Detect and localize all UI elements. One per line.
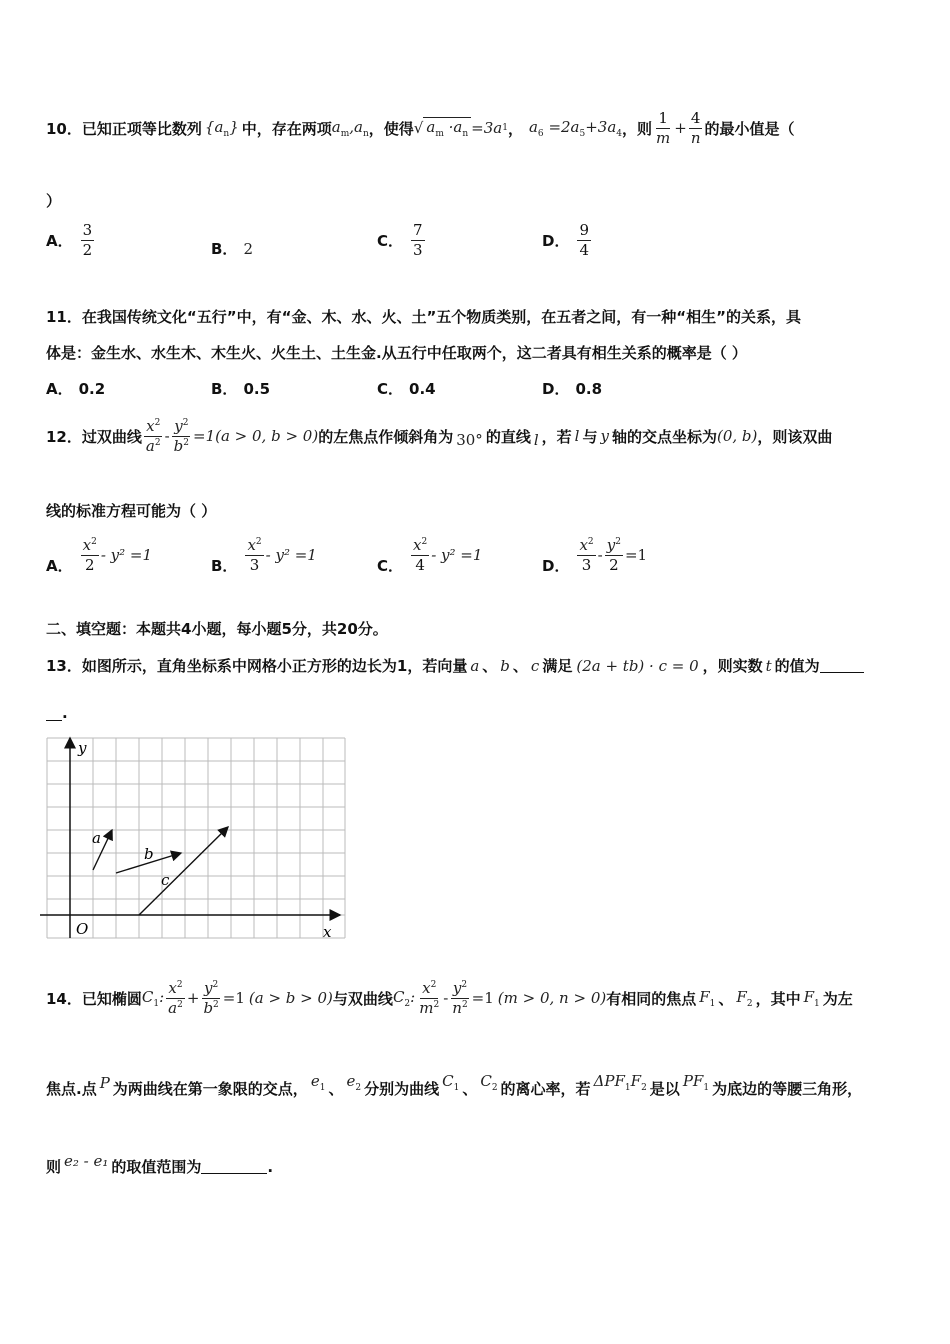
q14-line1: 14． 已知椭圆 $C_1$: $\frac{x^2}{a^2}$ + $\frac{y^2}{b^2}$ =1 (a > b > 0) 与双曲线 $C_2$: $\frac{x^2}{m^2}$ - $\frac{y^2}{n^2}$ =1 (m > 0, n > 0) 有相同的焦点 $F_1$ 、 $F_2$ ，其中 $F_1$ 为左 [46, 979, 853, 1017]
q13-line1: 13． 如图所示，直角坐标系中网格小正方形的边长为1，若向量 a 、 b 、 c 满足 (2a + tb) · c = 0 ，则实数 t 的值为 [46, 655, 864, 676]
q11-option-a[interactable]: A． 0.2 [46, 379, 106, 398]
q14-difference: e₂ - e₁ [64, 1151, 109, 1170]
q12-condition: =1(a > 0, b > 0) [193, 427, 319, 445]
q10-frac2: $\frac{4}{n}$ [690, 109, 701, 147]
q13-answer-blank-cont[interactable] [46, 706, 62, 721]
q12-hyperbola-x-term: $\frac{x^2}{a^2}$ [145, 417, 161, 455]
q12-angle: 30° [456, 431, 483, 449]
q11-line2: 体是：金生水、水生木、木生火、火生土、土生金.从五行中任取两个，这二者具有相生关系的概率是（ ） [46, 344, 747, 362]
q12-option-a[interactable]: A． $\frac{x^2}{2}$ - y² =1 [46, 536, 153, 575]
q11-option-b[interactable]: B． 0.5 [211, 379, 271, 398]
q10-condition2: $a_6 =2a_5+3a_4$ [528, 117, 623, 139]
q14-c2: $C_2$: [392, 987, 416, 1009]
q13-condition: (2a + tb) · c = 0 [576, 656, 699, 675]
q11-line1: 11．在我国传统文化“五行”中，有“金、木、水、火、土”五个物质类别，在五者之间，有一种“相生”的关系，具 [46, 308, 802, 326]
vector-c [139, 827, 228, 915]
q13-line2: . [46, 704, 68, 722]
q10-option-c[interactable]: C． $\frac{7}{3}$ [377, 221, 423, 259]
vector-a-label: a [92, 829, 101, 847]
q10-option-d[interactable]: D． $\frac{9}{4}$ [542, 221, 589, 259]
q10-sqrt-condition: √ $a_m \cdot a_n$ =3a 1 [413, 118, 508, 139]
q12-option-b[interactable]: B． $\frac{x^2}{3}$ - y² =1 [211, 536, 317, 575]
q13-grid-svg [40, 733, 350, 943]
section-2-heading: 二、填空题：本题共4小题，每小题5分，共20分。 [46, 620, 388, 638]
q12-option-c[interactable]: C． $\frac{x^2}{4}$ - y² =1 [377, 536, 483, 575]
q14-line2: 焦点.点 P 为两曲线在第一象限的交点， $e_1$ 、 $e_2$ 分别为曲线 $C_1$ 、 $C_2$ 的离心率，若 $\Delta PF_1F_2$ 是以 $PF_1$ 为底边的等腰三角形， [46, 1072, 863, 1098]
q11-option-d[interactable]: D． 0.8 [542, 379, 603, 398]
q11-option-c[interactable]: C． 0.4 [377, 379, 436, 398]
q14-c1: $C_1$: [141, 987, 165, 1009]
q14-line3: 则 e₂ - e₁ 的取值范围为 . [46, 1151, 274, 1176]
q10-option-b[interactable]: B． 2 [211, 239, 253, 258]
q10-option-a[interactable]: A． $\frac{3}{2}$ [46, 221, 93, 259]
q10-number: 10． [46, 119, 82, 138]
x-axis-label: x [323, 923, 332, 941]
q12-hyperbola-y-term: $\frac{y^2}{b^2}$ [173, 417, 189, 455]
q12-point: (0, b) [716, 427, 758, 445]
q10-seq: $\{a_n\}$ [204, 117, 239, 139]
q10-terms: $a_m,a_n$ [331, 117, 369, 139]
q10-frac1: $\frac{1}{m}$ [656, 109, 671, 147]
q14-answer-blank[interactable] [201, 1159, 267, 1174]
q13-answer-blank[interactable] [820, 658, 864, 673]
q12-option-d[interactable]: D． $\frac{x^2}{3}$ - $\frac{y^2}{2}$ =1 [542, 536, 648, 575]
q13-figure [40, 733, 350, 943]
origin-label: O [76, 920, 89, 938]
vector-c-label: c [161, 871, 170, 889]
vector-b-label: b [144, 845, 154, 863]
q10-close-paren: ） [46, 192, 62, 210]
q12-line1: 12． 过双曲线 $\frac{x^2}{a^2}$ - $\frac{y^2}{b^2}$ =1(a > 0, b > 0) 的左焦点作倾斜角为 30° 的直线 l ，若 l 与 y 轴的交点坐标为 (0, b) ，则该双曲 [46, 417, 833, 455]
q10-line1: 10． 已知正项等比数列 $\{a_n\}$ 中，存在两项 $a_m,a_n$ ，使得 √ $a_m \cdot a_n$ =3a 1 ， $a_6 =2a_5+3a_4$ ，则 $\frac{1}{m}$ + $\frac{4}{n}$ 的最小值是（ [46, 109, 795, 147]
y-axis-label: y [78, 739, 87, 757]
q12-line2: 线的标准方程可能为（ ） [46, 502, 217, 520]
